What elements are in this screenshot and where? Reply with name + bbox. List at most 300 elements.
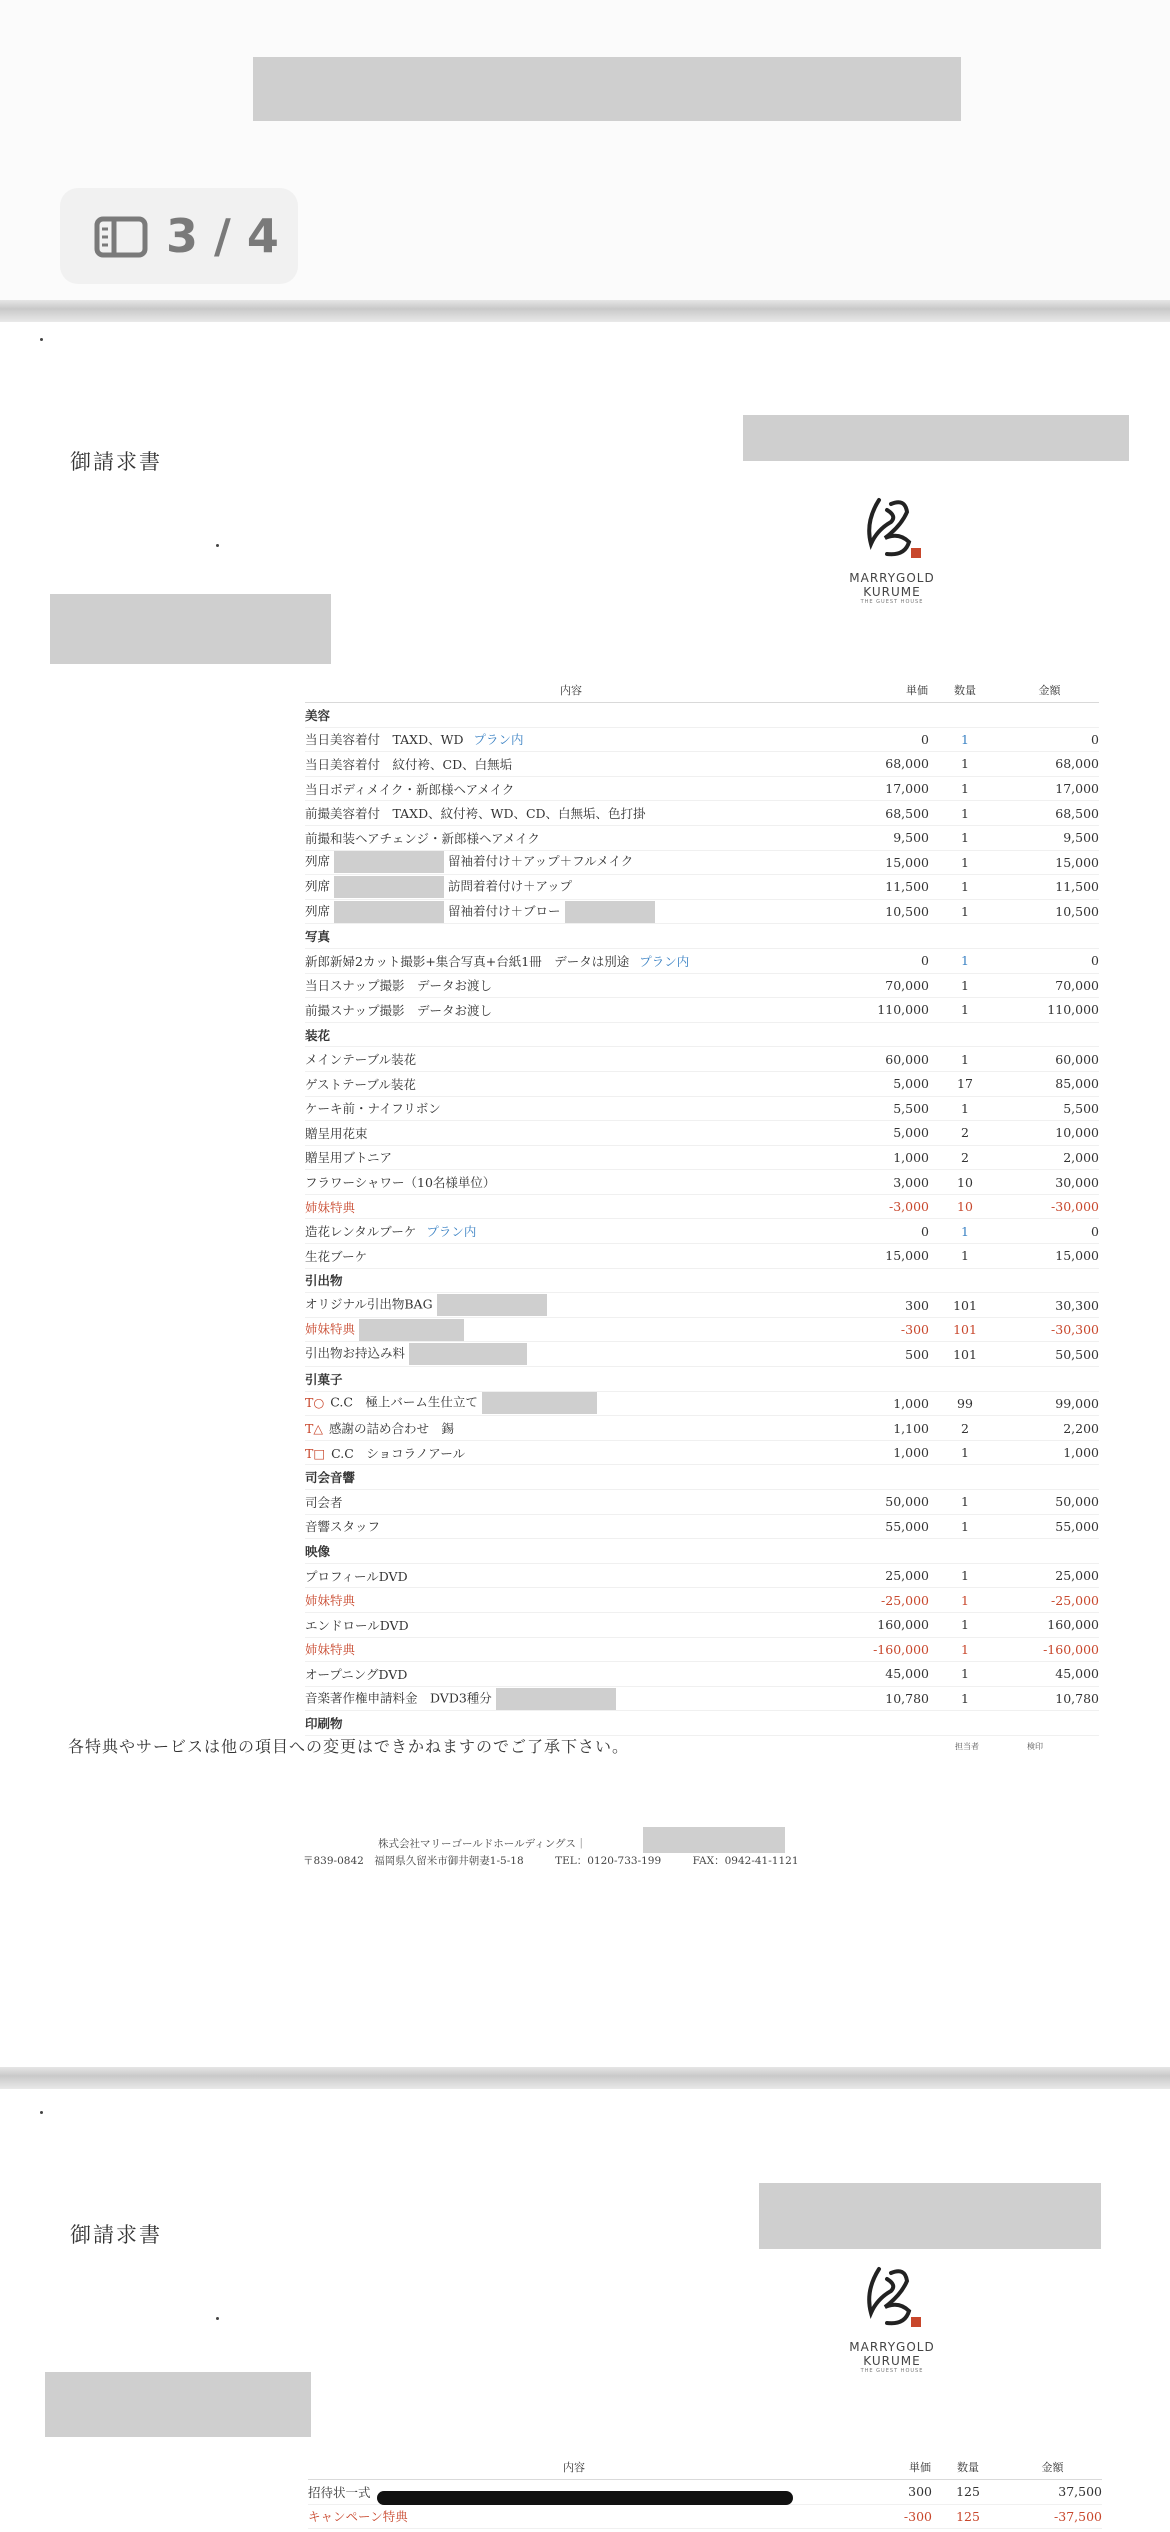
cell-qty: 17 xyxy=(929,1071,1001,1096)
cell-item xyxy=(305,1391,837,1416)
cell-amount: 9,500 xyxy=(1001,825,1099,850)
cell-item xyxy=(305,1563,837,1588)
footer-address: 〒839-0842 福岡県久留米市御井朝妻1-5-18 TEL：0120-733-199 FAX：0942-41-1121 xyxy=(303,1855,799,1867)
item-label: メインテーブル装花 xyxy=(305,1052,417,1068)
cell-qty: 1 xyxy=(929,1686,1001,1711)
cell-amount: -30,300 xyxy=(1001,1317,1099,1342)
cell-qty: 101 xyxy=(929,1293,1001,1318)
cell-amount: 25,000 xyxy=(1001,1563,1099,1588)
cell-price: 25,000 xyxy=(837,1563,929,1588)
cell-qty: 2 xyxy=(929,1416,1001,1441)
cell-price: 1,000 xyxy=(837,1391,929,1416)
cell-item xyxy=(305,899,837,924)
category-row xyxy=(305,1465,1099,1490)
table-row xyxy=(305,875,1099,900)
cell-qty: 1 xyxy=(929,875,1001,900)
item-label: 生花ブーケ xyxy=(305,1248,368,1264)
header-amount: 金額 xyxy=(1001,678,1099,703)
table-row xyxy=(305,998,1099,1023)
cell-price xyxy=(837,1539,929,1564)
redacted-block xyxy=(743,415,1129,461)
table-row xyxy=(305,776,1099,801)
cell-amount: 10,000 xyxy=(1001,1121,1099,1146)
cell-item xyxy=(305,776,837,801)
cell-price: 15,000 xyxy=(837,850,929,875)
page-dot xyxy=(40,338,43,341)
plan-included-tag: プラン内 xyxy=(426,1224,477,1240)
cell-item xyxy=(305,850,837,875)
cell-qty: 101 xyxy=(929,1342,1001,1367)
cell-qty: 1 xyxy=(929,752,1001,777)
cell-amount: 50,500 xyxy=(1001,1342,1099,1367)
cell-amount: 85,000 xyxy=(1001,1071,1099,1096)
cell-qty xyxy=(929,1711,1001,1736)
cell-price: 60,000 xyxy=(837,1047,929,1072)
page-dot xyxy=(40,2111,43,2114)
item-label: 当日美容着付 TAXD、WD xyxy=(305,732,464,748)
cell-price: -300 xyxy=(840,2504,932,2529)
cell-amount: 0 xyxy=(1001,948,1099,973)
table-row xyxy=(305,1342,1099,1367)
footer-company: 株式会社マリーゴールドホールディングス｜ xyxy=(378,1838,587,1850)
cell-price: -160,000 xyxy=(837,1637,929,1662)
document-title: 御請求書 xyxy=(70,450,162,474)
cell-amount: 11,500 xyxy=(1001,875,1099,900)
item-label: 引出物 xyxy=(305,1273,343,1289)
cell-amount: -25,000 xyxy=(1001,1588,1099,1613)
cell-amount: 10,780 xyxy=(1001,1686,1099,1711)
table-row xyxy=(305,1121,1099,1146)
cell-price: 9,500 xyxy=(837,825,929,850)
table-row xyxy=(305,1637,1099,1662)
table-row xyxy=(305,1096,1099,1121)
cell-qty: 1 xyxy=(929,998,1001,1023)
cell-amount xyxy=(1001,1711,1099,1736)
item-label: 前撮スナップ撮影 データお渡し xyxy=(305,1002,493,1018)
cell-price: 300 xyxy=(837,1293,929,1318)
table-row xyxy=(305,1194,1099,1219)
cell-amount: 50,000 xyxy=(1001,1490,1099,1515)
table-row xyxy=(305,1293,1099,1318)
table-row xyxy=(305,825,1099,850)
table-row xyxy=(308,2504,1102,2529)
cell-price: 55,000 xyxy=(837,1514,929,1539)
item-label: 引出物お持込み料 xyxy=(305,1345,406,1361)
table-row xyxy=(305,899,1099,924)
redacted-address xyxy=(45,2372,311,2437)
table-row xyxy=(305,1563,1099,1588)
item-label: キャンペーン特典 xyxy=(308,2509,408,2525)
cell-qty xyxy=(929,1367,1001,1392)
cell-amount: 15,000 xyxy=(1001,850,1099,875)
page-separator xyxy=(0,2067,1170,2089)
cell-price: 10,780 xyxy=(837,1686,929,1711)
redacted-cell xyxy=(409,1343,527,1365)
item-label: 贈呈用ブトニア xyxy=(305,1150,393,1166)
item-label: 感謝の詰め合わせ 錫 xyxy=(328,1421,454,1437)
cell-item xyxy=(305,973,837,998)
item-label: 造花レンタルブーケ xyxy=(305,1224,417,1240)
item-label: 装花 xyxy=(305,1027,331,1043)
cell-item xyxy=(305,1342,837,1367)
header-amount: 金額 xyxy=(1004,2455,1102,2480)
cell-price: 5,000 xyxy=(837,1121,929,1146)
cell-amount: 2,200 xyxy=(1001,1416,1099,1441)
item-label: C.C ショコラノアール xyxy=(331,1445,466,1461)
brand-line2: KURUME xyxy=(863,585,921,599)
table-row xyxy=(305,1244,1099,1269)
item-label: ケーキ前・ナイフリボン xyxy=(305,1101,441,1117)
cell-qty: 1 xyxy=(929,801,1001,826)
cell-qty xyxy=(929,924,1001,949)
cell-amount: 160,000 xyxy=(1001,1612,1099,1637)
cell-qty: 1 xyxy=(929,850,1001,875)
cell-amount: 0 xyxy=(1001,727,1099,752)
cell-item xyxy=(305,1194,837,1219)
page-separator xyxy=(0,300,1170,322)
table-row xyxy=(305,752,1099,777)
cell-amount: 110,000 xyxy=(1001,998,1099,1023)
cell-item xyxy=(305,1490,837,1515)
cell-qty: 1 xyxy=(929,1612,1001,1637)
plan-included-tag: プラン内 xyxy=(473,732,524,748)
plan-included-tag: プラン内 xyxy=(639,953,690,969)
header-item: 内容 xyxy=(308,2455,840,2480)
cell-price: -300 xyxy=(837,1317,929,1342)
cell-item xyxy=(305,998,837,1023)
item-label: 贈呈用花束 xyxy=(305,1125,368,1141)
cell-amount: 5,500 xyxy=(1001,1096,1099,1121)
cell-qty xyxy=(929,703,1001,728)
cell-price: -3,000 xyxy=(837,1194,929,1219)
item-mark: T△ xyxy=(305,1421,323,1437)
table-header xyxy=(308,2455,1102,2480)
table-row xyxy=(305,1071,1099,1096)
cell-qty: 1 xyxy=(929,1440,1001,1465)
table-row xyxy=(305,948,1099,973)
header-qty: 数量 xyxy=(929,678,1001,703)
item-detail: 留袖着付け＋アップ＋フルメイク xyxy=(448,853,634,869)
cell-item xyxy=(305,1096,837,1121)
cell-price: 0 xyxy=(837,727,929,752)
cell-price: 17,000 xyxy=(837,776,929,801)
redacted-cell xyxy=(334,851,444,873)
brand-line2: KURUME xyxy=(863,2354,921,2368)
cell-price: 300 xyxy=(840,2480,932,2505)
table-row xyxy=(305,1662,1099,1687)
cell-item xyxy=(305,801,837,826)
cell-price xyxy=(837,1022,929,1047)
item-label: オリジナル引出物BAG xyxy=(305,1296,433,1312)
cell-item xyxy=(305,703,837,728)
item-label: 前撮和装ヘアチェンジ・新郎様ヘアメイク xyxy=(305,830,540,846)
cell-item xyxy=(305,1293,837,1318)
cell-price: 50,000 xyxy=(837,1490,929,1515)
category-row xyxy=(305,1539,1099,1564)
stamp-label-staff: 担当者 xyxy=(955,1742,979,1751)
cell-item xyxy=(305,1711,837,1736)
cell-amount xyxy=(1001,1465,1099,1490)
item-label: プロフィールDVD xyxy=(305,1568,408,1584)
cell-qty: 101 xyxy=(929,1317,1001,1342)
cell-amount: 30,300 xyxy=(1001,1293,1099,1318)
cell-qty: 10 xyxy=(929,1170,1001,1195)
item-label: 美容 xyxy=(305,707,331,723)
cell-item xyxy=(305,1416,837,1441)
item-label: 音響スタッフ xyxy=(305,1519,381,1535)
cell-amount: 37,500 xyxy=(1004,2480,1102,2505)
cell-price: 0 xyxy=(837,1219,929,1244)
table-row xyxy=(305,801,1099,826)
page-indicator[interactable] xyxy=(60,188,298,284)
brand-line1: MARRYGOLD xyxy=(849,2340,935,2354)
category-row xyxy=(305,1022,1099,1047)
cell-item xyxy=(305,1367,837,1392)
table-row xyxy=(305,973,1099,998)
cell-price: 3,000 xyxy=(837,1170,929,1195)
cell-qty: 1 xyxy=(929,1588,1001,1613)
cell-price: 68,500 xyxy=(837,801,929,826)
cell-item xyxy=(305,924,837,949)
cell-price: -25,000 xyxy=(837,1588,929,1613)
cell-item xyxy=(305,727,837,752)
item-label: 映像 xyxy=(305,1543,331,1559)
item-label: 写真 xyxy=(305,929,331,945)
item-label: 音楽著作権申請料金 DVD3種分 xyxy=(305,1690,492,1706)
cell-qty: 1 xyxy=(929,948,1001,973)
cell-qty: 125 xyxy=(932,2504,1004,2529)
category-row xyxy=(305,924,1099,949)
table-row xyxy=(305,1219,1099,1244)
redacted-cell xyxy=(359,1319,464,1341)
terms-note: 各特典やサービスは他の項目への変更はできかねますのでご了承下さい。 xyxy=(68,1737,630,1756)
cell-qty: 1 xyxy=(929,1563,1001,1588)
item-label: 列席 xyxy=(305,853,331,869)
item-label: 列席 xyxy=(305,903,331,919)
cell-amount: 68,000 xyxy=(1001,752,1099,777)
item-label: 印刷物 xyxy=(305,1716,343,1732)
cell-item xyxy=(308,2504,840,2529)
cell-price: 0 xyxy=(837,948,929,973)
page-indicator-text: 3 / 4 xyxy=(166,209,279,263)
cell-price: 10,500 xyxy=(837,899,929,924)
brand-logo xyxy=(832,492,952,605)
item-label: 列席 xyxy=(305,878,331,894)
cell-item xyxy=(305,1588,837,1613)
item-label: エンドロールDVD xyxy=(305,1617,409,1633)
item-mark: T○ xyxy=(305,1394,325,1410)
table-row xyxy=(305,1440,1099,1465)
cell-amount: -30,000 xyxy=(1001,1194,1099,1219)
cell-amount xyxy=(1001,703,1099,728)
cell-amount: 2,000 xyxy=(1001,1145,1099,1170)
document-title: 御請求書 xyxy=(70,2223,162,2247)
category-row xyxy=(305,703,1099,728)
page-dot xyxy=(216,2317,219,2320)
cell-qty xyxy=(929,1022,1001,1047)
brand-tagline: THE GUEST HOUSE xyxy=(860,2368,924,2374)
item-label: C.C 極上バーム生仕立て xyxy=(330,1394,478,1410)
redacted-title-bar xyxy=(253,57,961,121)
item-label: フラワーシャワー（10名様単位） xyxy=(305,1175,496,1191)
cell-qty xyxy=(929,1465,1001,1490)
cell-price: 110,000 xyxy=(837,998,929,1023)
cell-amount: 1,000 xyxy=(1001,1440,1099,1465)
invoice-page xyxy=(0,2089,1170,2532)
cell-qty: 1 xyxy=(929,1096,1001,1121)
table-header xyxy=(305,678,1099,703)
page-dot xyxy=(216,544,219,547)
cell-qty: 1 xyxy=(929,973,1001,998)
cell-item xyxy=(305,1145,837,1170)
table-row xyxy=(305,1170,1099,1195)
item-label: 前撮美容着付 TAXD、紋付袴、WD、CD、白無垢、色打掛 xyxy=(305,806,646,822)
cell-qty: 125 xyxy=(932,2480,1004,2505)
cell-item xyxy=(305,752,837,777)
cell-price: 1,000 xyxy=(837,1440,929,1465)
cell-item xyxy=(305,1612,837,1637)
cell-amount: 30,000 xyxy=(1001,1170,1099,1195)
item-label: 姉妹特典 xyxy=(305,1593,356,1609)
cell-qty: 1 xyxy=(929,1219,1001,1244)
cell-price: 5,000 xyxy=(837,1071,929,1096)
cell-price: 70,000 xyxy=(837,973,929,998)
item-label: 姉妹特典 xyxy=(305,1642,356,1658)
cell-amount: 70,000 xyxy=(1001,973,1099,998)
cell-qty: 1 xyxy=(929,1490,1001,1515)
cell-item xyxy=(305,948,837,973)
cell-qty: 1 xyxy=(929,1244,1001,1269)
item-label: 新郎新婦2カット撮影+集合写真+台紙1冊 データは別途 xyxy=(305,953,630,969)
cell-amount: 10,500 xyxy=(1001,899,1099,924)
cell-item xyxy=(305,1539,837,1564)
table-row xyxy=(305,1145,1099,1170)
calligraphy-logo-icon xyxy=(857,2261,927,2336)
calligraphy-logo-icon xyxy=(857,492,927,567)
cell-item xyxy=(305,1244,837,1269)
cell-qty xyxy=(929,1268,1001,1293)
cell-item xyxy=(305,1170,837,1195)
cell-amount: -37,500 xyxy=(1004,2504,1102,2529)
cell-item xyxy=(305,1465,837,1490)
cell-item xyxy=(305,1219,837,1244)
cell-item xyxy=(305,1637,837,1662)
cell-qty: 2 xyxy=(929,1121,1001,1146)
cell-amount xyxy=(1001,1022,1099,1047)
item-label: 司会音響 xyxy=(305,1470,356,1486)
redacted-company-suffix xyxy=(643,1827,785,1853)
item-detail: 留袖着付け＋ブロー xyxy=(448,903,561,919)
cell-price: 11,500 xyxy=(837,875,929,900)
table-row xyxy=(305,850,1099,875)
cell-item xyxy=(305,1071,837,1096)
item-label: 当日美容着付 紋付袴、CD、白無垢 xyxy=(305,756,513,772)
category-row xyxy=(305,1367,1099,1392)
cell-qty: 1 xyxy=(929,1047,1001,1072)
home-indicator[interactable] xyxy=(377,2491,793,2505)
stamp-label-approval: 検印 xyxy=(1027,1742,1043,1751)
cell-qty: 1 xyxy=(929,899,1001,924)
cell-item xyxy=(305,1686,837,1711)
cell-price xyxy=(837,1465,929,1490)
cell-qty: 1 xyxy=(929,1514,1001,1539)
header-qty: 数量 xyxy=(932,2455,1004,2480)
item-label: ゲストテーブル装花 xyxy=(305,1076,416,1092)
cell-amount: 99,000 xyxy=(1001,1391,1099,1416)
cell-item xyxy=(305,1662,837,1687)
cell-price xyxy=(837,1367,929,1392)
cell-qty xyxy=(929,1539,1001,1564)
item-label: 招待状一式 xyxy=(308,2484,371,2500)
header-item: 内容 xyxy=(305,678,837,703)
table-row xyxy=(305,1514,1099,1539)
sidebar-panel-icon xyxy=(94,215,148,257)
cell-price xyxy=(837,1268,929,1293)
redacted-cell xyxy=(437,1294,547,1316)
cell-qty: 1 xyxy=(929,776,1001,801)
cell-item xyxy=(305,1047,837,1072)
cell-price: 1,100 xyxy=(837,1416,929,1441)
cell-item xyxy=(305,1440,837,1465)
cell-qty: 1 xyxy=(929,1637,1001,1662)
redacted-address xyxy=(50,594,331,664)
redacted-cell xyxy=(482,1392,597,1414)
cell-item xyxy=(305,1268,837,1293)
invoice-page xyxy=(0,322,1170,2067)
cell-amount xyxy=(1001,1539,1099,1564)
cell-price xyxy=(837,924,929,949)
redacted-cell xyxy=(496,1688,616,1710)
cell-price xyxy=(837,1711,929,1736)
item-label: 引菓子 xyxy=(305,1371,343,1387)
cell-amount: 0 xyxy=(1001,1219,1099,1244)
cell-amount: 45,000 xyxy=(1001,1662,1099,1687)
cell-price xyxy=(837,703,929,728)
redacted-cell xyxy=(334,876,444,898)
table-row xyxy=(305,727,1099,752)
item-label: オープニングDVD xyxy=(305,1666,408,1682)
cell-amount: -160,000 xyxy=(1001,1637,1099,1662)
brand-line1: MARRYGOLD xyxy=(849,571,935,585)
cell-qty: 10 xyxy=(929,1194,1001,1219)
table-row xyxy=(305,1686,1099,1711)
cell-amount: 17,000 xyxy=(1001,776,1099,801)
cell-qty: 1 xyxy=(929,825,1001,850)
table-row xyxy=(305,1588,1099,1613)
item-detail: 訪問着着付け＋アップ xyxy=(448,878,573,894)
table-row xyxy=(305,1317,1099,1342)
item-label: 姉妹特典 xyxy=(305,1321,356,1337)
cell-item xyxy=(305,825,837,850)
item-label: 司会者 xyxy=(305,1494,343,1510)
redacted-block xyxy=(759,2183,1101,2249)
cell-amount: 15,000 xyxy=(1001,1244,1099,1269)
cell-item xyxy=(305,1317,837,1342)
item-mark: T□ xyxy=(305,1445,326,1461)
cell-item xyxy=(305,875,837,900)
cell-price: 160,000 xyxy=(837,1612,929,1637)
item-label: 姉妹特典 xyxy=(305,1199,356,1215)
cell-amount xyxy=(1001,924,1099,949)
header-price: 単価 xyxy=(840,2455,932,2480)
brand-tagline: THE GUEST HOUSE xyxy=(860,599,924,605)
cell-price: 5,500 xyxy=(837,1096,929,1121)
cell-amount xyxy=(1001,1268,1099,1293)
table-row xyxy=(305,1047,1099,1072)
table-row xyxy=(305,1416,1099,1441)
cell-amount xyxy=(1001,1367,1099,1392)
cell-price: 15,000 xyxy=(837,1244,929,1269)
